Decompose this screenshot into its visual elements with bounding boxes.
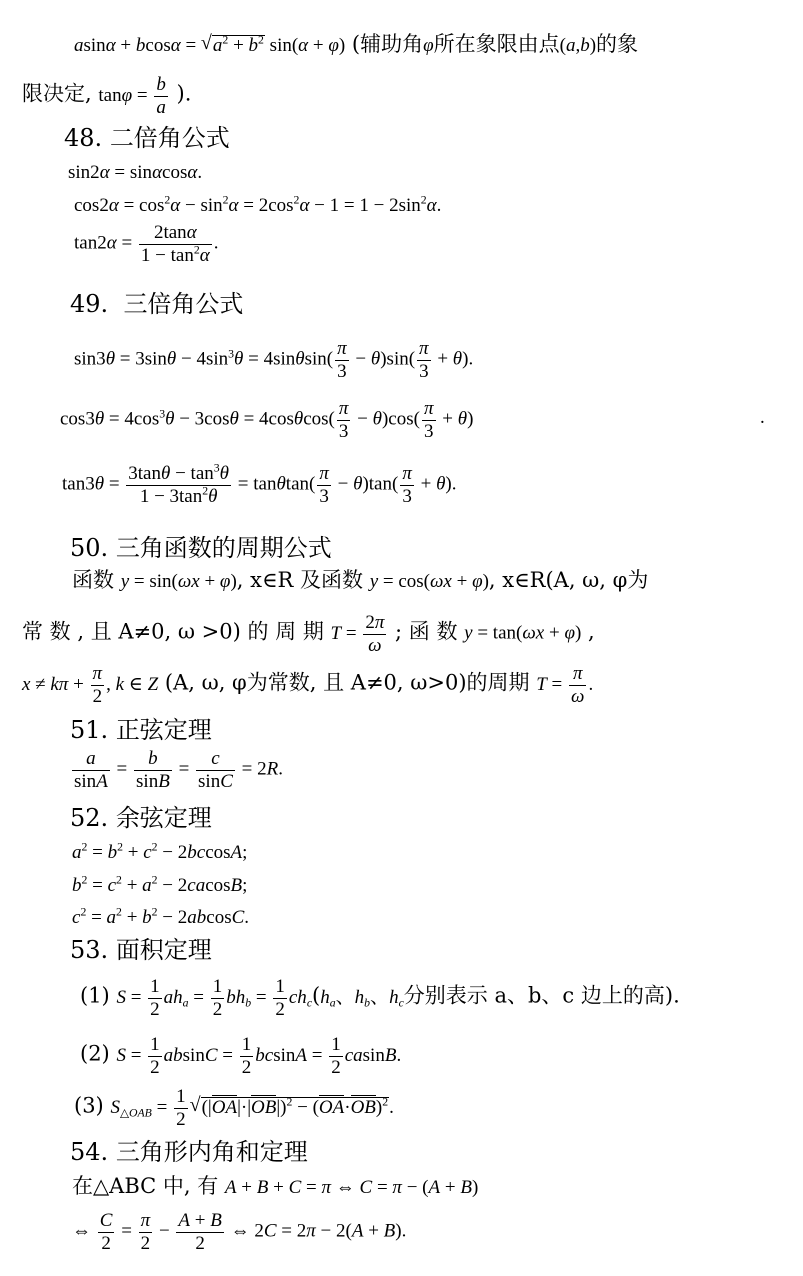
area-formula-2: (2) S = $\frac{1}{2}$ absinC = $\frac{1}{2}$ bcsinA = $\frac{1}{2}$ casinB. (80, 1034, 402, 1078)
triple-angle-cos-period: . (760, 407, 765, 428)
aux-angle-text: (辅助角 (351, 32, 424, 56)
double-angle-sin: sin2α = sinαcosα. (68, 162, 203, 183)
section-54-heading: 54. 三角形内角和定理 (70, 1138, 308, 1166)
section-53-heading: 53. 面积定理 (70, 936, 212, 964)
period-line-2: 常 数 , 且 A≠0, ω >0) 的 周 期 T = $\frac{2\pi}{\omega}$ ; 函 数 y = tan(ωx + φ) , (22, 612, 595, 656)
triple-angle-sin: $\sin 3\theta = 3\sin\theta - 4\sin^3\theta = 4\sin\theta\sin$( $\frac{\pi}{3}$ − θ)sin( $\frac{\pi}{3}$ + θ). (74, 338, 474, 382)
law-of-cosines-c: $c^2 = a^2 + b^2 - 2abcosC$. (72, 905, 250, 928)
aux-angle-formula-line: asinα + bcosα = √ $a^2 + b^2$ sin(α + φ) (辅助角φ所在象限由点(a,b)的象 (74, 34, 638, 55)
section-50-heading: 50. 三角函数的周期公式 (70, 534, 332, 562)
triple-angle-cos: $\cos 3\theta = 4\cos^3\theta - 3\cos\theta = 4\cos\theta\cos$( $\frac{\pi}{3}$ − θ)cos( $\frac{\pi}{3}$ + θ) (60, 398, 474, 442)
angle-sum-line-2: ⇔ $\frac{C}{2}$ = $\frac{\pi}{2}$ − $\frac{A + B}{2}$ ⇔ 2C = 2π − 2(A + B). (72, 1210, 407, 1254)
area-formula-3: (3) $S_{\triangle OAB}$ = $\frac{1}{2}$ √ $(|OA|\cdot|OB|)^2 - (OA\cdot OB)^2$. (74, 1086, 394, 1131)
law-of-cosines-a: $a^2 = b^2 + c^2 - 2bccosA$; (72, 840, 248, 863)
double-angle-tan: tan2α = $\frac{2\tan\alpha}{1 - \tan^2\alpha}$ . (74, 222, 219, 266)
double-angle-cos: $\cos 2\alpha = \cos^2\alpha - \sin^2\alpha = 2\cos^2\alpha - 1 = 1 - 2\sin^2\alpha$. (74, 193, 442, 216)
period-line-3: x ≠ kπ + $\frac{\pi}{2}$ , k ∈ Z (A, ω, φ为常数, 且 A≠0, ω>0)的周期 T = $\frac{\pi}{\omega}$ . (22, 663, 594, 707)
aux-angle-continuation: 限决定, tanφ = $\frac{b}{a}$ ). (22, 74, 192, 118)
section-49-heading: 49. 三倍角公式 (70, 290, 244, 318)
aux-angle-text3: 的象 (596, 32, 639, 56)
law-of-cosines-b: $b^2 = c^2 + a^2 - 2cacosB$; (72, 873, 248, 896)
angle-sum-line-1: 在△ABC 中, 有 A + B + C = π ⇔ C = π − (A + B) (72, 1174, 479, 1198)
period-line-1: 函数 y = sin(ωx + φ), x∈R 及函数 y = cos(ωx + φ), x∈R(A, ω, φ为 (72, 568, 649, 592)
law-of-sines: $\frac{a}{\sin A}$ = $\frac{b}{\sin B}$ = $\frac{c}{\sin C}$ = 2R. (74, 748, 283, 792)
section-51-heading: 51. 正弦定理 (70, 716, 212, 744)
area-formula-1: (1) S = $\frac{1}{2}$ $ah_a$ = $\frac{1}{2}$ $bh_b$ = $\frac{1}{2}$ $ch_c(h_a$、$h_b$、$h_c$分别表示 a、b、c 边上的高). (80, 976, 680, 1020)
triple-angle-tan: tan3θ = $\frac{3\tan\theta - \tan^3\theta}{1 - 3\tan^2\theta}$ = tanθtan( $\frac{\pi}{3}$ − θ)tan( $\frac{\pi}{3}$ + θ). (62, 461, 457, 507)
section-48-heading: 48. 二倍角公式 (64, 124, 230, 152)
aux-angle-text2: 所在象限由点 (433, 32, 560, 56)
section-52-heading: 52. 余弦定理 (70, 804, 212, 832)
